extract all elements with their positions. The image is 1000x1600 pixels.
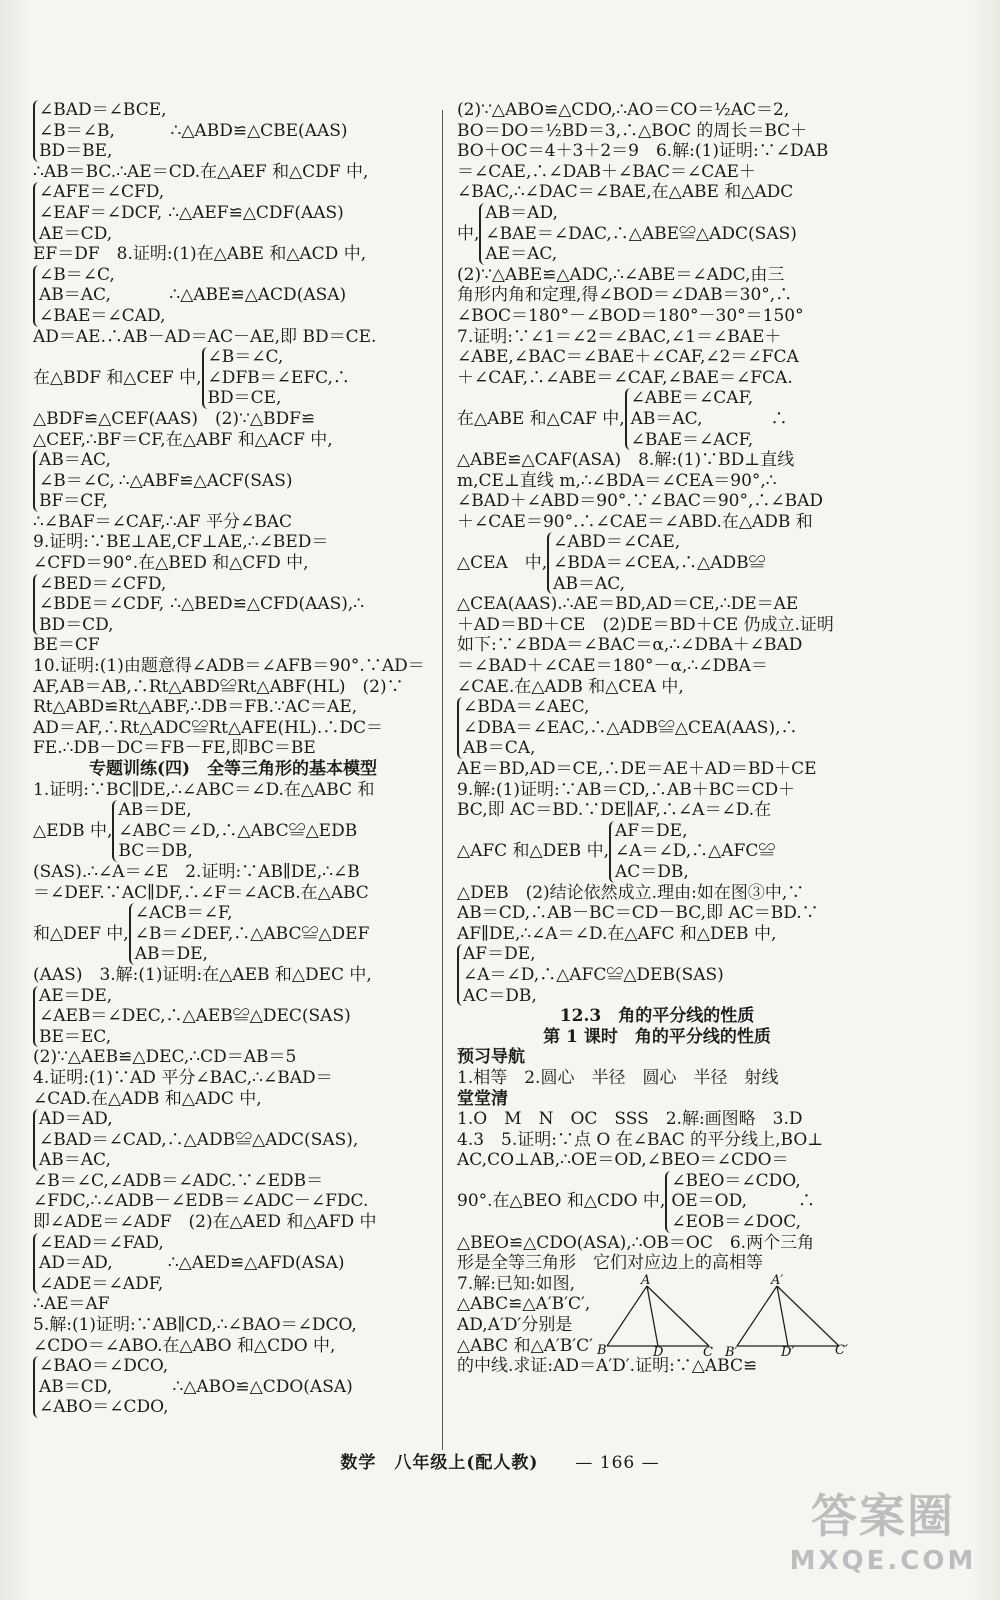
brace	[33, 265, 165, 327]
condition: AB＝AD,	[485, 202, 558, 223]
brace	[609, 821, 775, 883]
text-line: BO＋OC＝4＋3＋2＝9 6.解:(1)证明:∵∠DAB	[457, 141, 829, 162]
condition: AD＝AD,	[39, 1253, 113, 1274]
left-column	[33, 100, 433, 1418]
condition: ∠AEB＝∠DEC,∴△AEB≌△DEC(SAS)	[39, 1006, 351, 1027]
text-line: BC,即 AC＝BD.∵DE∥AF,∴∠A＝∠D.在	[457, 800, 772, 821]
condition: AC＝DB,	[463, 985, 537, 1006]
text-line: (2)∵△ABE≌△ADC,∴∠ABE＝∠ADC,由三	[457, 264, 785, 285]
text-line: ∠CAD.在△ADB 和△ADC 中,	[33, 1088, 262, 1109]
text-line: AB＝CD,∴AB－BC＝CD－BC,即 AC＝BD.∵	[457, 903, 819, 924]
equation-system	[457, 697, 857, 759]
brace	[33, 986, 351, 1048]
equation-system	[457, 532, 857, 594]
text-line: △CEF,∴BF＝CF,在△ABF 和△ACF 中,	[33, 429, 333, 450]
vertex-label: B′	[725, 1344, 738, 1356]
text-line: BE＝CF	[33, 635, 100, 656]
watermark	[788, 1480, 978, 1590]
conclusion: ∴△AEF≌△CDF(AAS)	[168, 202, 344, 223]
brace	[457, 944, 724, 1006]
brace	[33, 450, 115, 512]
equation-system	[457, 388, 857, 450]
text-line: 如下:∵∠BDA＝∠BAC＝α,∴∠DBA＋∠BAD	[457, 635, 803, 656]
text-line: 10.证明:(1)由题意得∠ADB＝∠AFB＝90°.∵AD＝	[33, 656, 425, 677]
text-line: ＋∠CAE＝90°.∴∠CAE＝∠ABD.在△ADB 和	[457, 511, 813, 532]
brace	[33, 1233, 164, 1295]
brace	[129, 903, 370, 965]
condition: ∠A＝∠D,∴△AFC≌	[614, 841, 776, 862]
text-line: △BDF≌△CEF(AAS) (2)∵△BDF≌	[33, 408, 316, 429]
brace	[33, 574, 166, 636]
condition: ∠BED＝∠CFD,	[39, 573, 167, 594]
text-line: △ABC 和△A′B′C′	[457, 1335, 593, 1356]
condition: ∠ACB＝∠F,	[134, 903, 233, 924]
vertex-label: B	[597, 1342, 607, 1356]
condition: ∠B＝∠C,	[39, 264, 115, 285]
premise: 90°.在△BEO 和△CDO 中,	[457, 1191, 666, 1212]
condition: ∠BDE＝∠CDF,	[39, 594, 165, 615]
text-line: △CEA(AAS).∴AE＝BD,AD＝CE,∴DE＝AE	[457, 594, 799, 615]
text-line: (SAS).∴∠A＝∠E 2.证明:∵AB∥DE,∴∠B	[33, 861, 360, 882]
premise: △AFC 和△DEB 中,	[457, 841, 609, 862]
text-line: ∴AE＝AF	[33, 1294, 110, 1315]
brace	[33, 1356, 169, 1418]
conclusion: ∴△AED≌△AFD(ASA)	[167, 1253, 345, 1274]
condition: BC＝DB,	[118, 841, 193, 862]
text-line: ∠FDC,∴∠ADB－∠EDB＝∠ADC－∠FDC.	[33, 1191, 369, 1212]
condition: AB＝CD,	[39, 1376, 113, 1397]
condition: AB＝AC,	[553, 573, 626, 594]
equation-system	[457, 1171, 857, 1233]
text-line: 5.解:(1)证明:∵AB∥CD,∴∠BAO＝∠DCO,	[33, 1315, 357, 1336]
condition: ∠DBA＝∠EAC,∴△ADB≌△CEA(AAS),∴	[463, 717, 798, 738]
section-heading: 专题训练(四) 全等三角形的基本模型	[88, 759, 378, 779]
premise: 中,	[457, 223, 480, 244]
equation-system	[457, 203, 857, 265]
conclusion: ∴△ABO≌△CDO(ASA)	[172, 1376, 353, 1397]
figure-block	[457, 1274, 857, 1356]
condition: ∠B＝∠DEF,∴△ABC≌△DEF	[134, 923, 370, 944]
condition: ∠ABO＝∠CDO,	[39, 1397, 169, 1418]
text-line: ∴AB＝BC.∴AE＝CD.在△AEF 和△CDF 中,	[33, 161, 369, 182]
text-line: 7.解:已知:如图,	[457, 1273, 576, 1294]
footer-title: 数学 八年级上(配人教)	[340, 1453, 539, 1473]
condition: ∠BDA＝∠AEC,	[463, 697, 590, 718]
text-line: △ABE≌△CAF(ASA) 8.解:(1)∵BD⊥直线	[457, 450, 795, 471]
premise: 和△DEF 中,	[33, 923, 129, 944]
text-line: AD＝AF,∴Rt△ADC≌Rt△AFE(HL).∴DC＝	[33, 717, 383, 738]
text-line: ∠B＝∠C,∠ADB＝∠ADC.∵∠EDB＝	[33, 1170, 324, 1191]
text-line: AF,AB＝AB,∴Rt△ABD≌Rt△ABF(HL) (2)∵	[33, 676, 404, 697]
text-line: 角形内角和定理,得∠BOD＝∠DAB＝30°,∴	[457, 285, 793, 306]
condition: ∠AFE＝∠CFD,	[39, 182, 165, 203]
condition: AB＝AC,	[39, 450, 111, 471]
text-line: 9.解:(1)证明:∵AB＝CD,∴AB＋BC＝CD＋	[457, 779, 796, 800]
text-line: (AAS) 3.解:(1)证明:在△AEB 和△DEC 中,	[33, 964, 372, 985]
condition: ∠BAE＝∠DAC,∴△ABE≌△ADC(SAS)	[485, 223, 797, 244]
equation-system	[33, 1109, 433, 1171]
vertex-label: C	[703, 1344, 713, 1356]
equation-system	[33, 182, 433, 244]
vertex-label: A′	[771, 1273, 784, 1288]
premise: 在△ABE 和△CAF 中,	[457, 408, 625, 429]
text-line: AD＝AE.∴AB－AD＝AC－AE,即 BD＝CE.	[33, 326, 377, 347]
text-line: ∠CDO＝∠ABO.在△ABO 和△CDO 中,	[33, 1335, 336, 1356]
text-line: ＋AD＝BD＋CE (2)DE＝BD＋CE 仍成立.证明	[457, 614, 834, 635]
condition: ∠EAD＝∠FAD,	[39, 1232, 164, 1253]
vertex-label: D	[653, 1344, 664, 1356]
equation-system	[33, 986, 433, 1048]
text-line: 1.O M N OC SSS 2.解:画图略 3.D	[457, 1109, 803, 1130]
condition: ∠DFB＝∠EFC,∴	[207, 367, 350, 388]
subsection-heading: 堂堂清	[457, 1088, 508, 1109]
condition: ∠EOB＝∠DOC,	[671, 1212, 802, 1233]
condition: ∠ABC＝∠D,∴△ABC≌△EDB	[118, 820, 358, 841]
condition: AB＝AC, ∴	[630, 408, 788, 429]
brace	[547, 532, 765, 594]
text-line: ∠BAC,∴∠DAC＝∠BAE,在△ABE 和△ADC	[457, 182, 794, 203]
condition: AF＝DE,	[463, 944, 536, 965]
text-line: ＝∠DEF.∵AC∥DF,∴∠F＝∠ACB.在△ABC	[33, 882, 369, 903]
figure-caption-text	[457, 1274, 597, 1356]
equation-system	[457, 821, 857, 883]
condition: ∠B＝∠C,	[207, 347, 284, 368]
equation-system	[33, 1233, 433, 1295]
condition: AB＝AC,	[39, 1150, 111, 1171]
text-line: ∠CFD＝90°.在△BED 和△CFD 中,	[33, 553, 309, 574]
condition: AB＝CA,	[463, 738, 536, 759]
column-divider	[442, 110, 443, 1450]
text-line: ∠BOC＝180°－∠BOD＝180°－30°＝150°	[457, 305, 804, 326]
premise: 在△BDF 和△CEF 中,	[33, 367, 202, 388]
condition: AE＝AC,	[485, 244, 558, 265]
equation-system	[457, 944, 857, 1006]
text-line: ∠ABE,∠BAC＝∠BAE＋∠CAF,∠2＝∠FCA	[457, 347, 799, 368]
page-number: — 166 —	[575, 1453, 660, 1473]
text-line: (2)∵△AEB≌△DEC,∴CD＝AB＝5	[33, 1047, 297, 1068]
condition: ∠ADE＝∠ADF,	[39, 1273, 164, 1294]
text-line: EF＝DF 8.证明:(1)在△ABE 和△ACD 中,	[33, 244, 367, 265]
text-line: Rt△ABD≌Rt△ABF,∴DB＝FB.∵AC＝AE,	[33, 697, 358, 718]
brace	[33, 1109, 358, 1171]
text-line: m,CE⊥直线 m,∴∠BDA＝∠CEA＝90°,∴	[457, 470, 777, 491]
text-line: 7.证明:∵∠1＝∠2＝∠BAC,∠1＝∠BAE＋	[457, 326, 782, 347]
condition: AE＝CD,	[39, 223, 113, 244]
condition: ∠BAE＝∠ACF,	[630, 429, 754, 450]
conclusion: ∴△ABE≌△ACD(ASA)	[169, 285, 347, 306]
text-line: ＋∠CAF,∴∠ABE＝∠CAF,∠BAE＝∠FCA.	[457, 367, 793, 388]
text-line: △BEO≌△CDO(ASA),∴OB＝OC 6.两个三角	[457, 1232, 815, 1253]
condition: BD＝CE,	[207, 388, 282, 409]
brace	[457, 697, 798, 759]
condition: OE＝OD, ∴	[671, 1191, 816, 1212]
condition: ∠BDA＝∠CEA,∴△ADB≌	[553, 553, 766, 574]
equation-system	[33, 800, 433, 862]
text-line: (2)∵△ABO≌△CDO,∴AO＝CO＝½AC＝2,	[457, 100, 790, 120]
condition: ∠EAF＝∠DCF,	[39, 202, 163, 223]
triangle-figure	[597, 1274, 857, 1356]
text-line: AD,A′D′分别是	[457, 1315, 573, 1336]
text-line: 即∠ADE＝∠ADF (2)在△AED 和△AFD 中	[33, 1212, 377, 1233]
page-footer	[0, 1448, 1000, 1473]
text-line: ∴∠BAF＝∠CAF,∴AF 平分∠BAC	[33, 511, 293, 532]
condition: ∠BAO＝∠DCO,	[39, 1356, 169, 1377]
brace	[202, 347, 350, 409]
condition: ∠BAD＝∠BCE,	[39, 100, 167, 120]
section-heading: 12.3 角的平分线的性质	[559, 1006, 755, 1027]
vertex-label: C′	[835, 1342, 848, 1356]
text-line: ＝∠BAD＋∠CAE＝180°－α,∴∠DBA＝	[457, 656, 768, 677]
vertex-label: D′	[781, 1344, 795, 1356]
condition: ∠ABE＝∠CAF,	[630, 388, 754, 409]
text-line: 4.3 5.证明:∵点 O 在∠BAC 的平分线上,BO⊥	[457, 1129, 824, 1150]
text-line: BO＝DO＝½BD＝3,∴△BOC 的周长＝BC＋	[457, 120, 808, 141]
conclusion: ∴△BED≌△CFD(AAS),∴	[170, 594, 365, 615]
text-line: ∠BAD＋∠ABD＝90°.∵∠BAC＝90°,∴∠BAD	[457, 491, 824, 512]
brace	[665, 1171, 815, 1233]
condition: ∠B＝∠B,	[39, 120, 115, 141]
text-line: △DEB (2)结论依然成立.理由:如在图③中,∵	[457, 882, 805, 903]
watermark-url: MXQE.COM	[789, 1546, 977, 1576]
lesson-heading: 第 1 课时 角的平分线的性质	[543, 1026, 771, 1047]
condition: AC＝DB,	[614, 861, 689, 882]
condition: AF＝DE,	[614, 820, 688, 841]
equation-system	[33, 574, 433, 636]
condition: AB＝DE,	[134, 944, 208, 965]
condition: AB＝AC,	[39, 285, 111, 306]
equation-system	[33, 450, 433, 512]
condition: AE＝DE,	[39, 985, 113, 1006]
text-line: △ABC≌△A′B′C′,	[457, 1294, 591, 1315]
watermark-logo-text: 答案圈	[811, 1489, 955, 1543]
brace	[33, 100, 167, 162]
text-line: 9.证明:∵BE⊥AE,CF⊥AE,∴∠BED＝	[33, 532, 329, 553]
condition: ∠BAE＝∠CAD,	[39, 305, 166, 326]
vertex-label: A	[641, 1273, 651, 1288]
text-line: ∠CAE.在△ADB 和△CEA 中,	[457, 676, 684, 697]
equation-system	[33, 347, 433, 409]
premise: △CEA 中,	[457, 553, 548, 574]
text-line: 形是全等三角形 它们对应边上的高相等	[457, 1253, 763, 1274]
premise: △EDB 中,	[33, 820, 113, 841]
subsection-heading: 预习导航	[457, 1047, 525, 1068]
conclusion: ∴△ABD≌△CBE(AAS)	[170, 120, 348, 141]
equation-system	[33, 903, 433, 965]
text-line: 4.证明:(1)∵AD 平分∠BAC,∴∠BAD＝	[33, 1067, 333, 1088]
equation-system	[33, 100, 433, 162]
text-line: AF∥DE,∴∠A＝∠D.在△AFC 和△DEB 中,	[457, 923, 777, 944]
text-line: 1.相等 2.圆心 半径 圆心 半径 射线	[457, 1067, 779, 1088]
condition: AD＝AD,	[39, 1109, 113, 1130]
right-column	[457, 100, 857, 1377]
text-line: FE.∴DB－DC＝FB－FE,即BC＝BE	[33, 738, 316, 759]
text-line: 1.证明:∵BC∥DE,∴∠ABC＝∠D.在△ABC 和	[33, 779, 375, 800]
condition: BE＝EC,	[39, 1026, 112, 1047]
text-line: AC,CO⊥AB,∴OE＝OD,∠BEO＝∠CDO＝	[457, 1150, 789, 1171]
condition: ∠B＝∠C,	[39, 470, 115, 491]
brace	[479, 203, 796, 265]
condition: ∠A＝∠D,∴△AFC≌△DEB(SAS)	[463, 964, 724, 985]
text-line: ＝∠CAE,∴∠DAB＋∠BAC＝∠CAE＋	[457, 161, 756, 182]
brace	[112, 800, 357, 862]
condition: ∠ABD＝∠CAE,	[553, 532, 681, 553]
condition: ∠BEO＝∠CDO,	[671, 1170, 801, 1191]
text-line: 的中线.求证:AD＝A′D′.证明:∵△ABC≌	[457, 1356, 758, 1377]
brace	[33, 182, 164, 244]
equation-system	[33, 1356, 433, 1418]
condition: BF＝CF,	[39, 491, 108, 512]
text-line: AE＝BD,AD＝CE,∴DE＝AE＋AD＝BD＋CE	[457, 759, 817, 779]
equation-system	[33, 265, 433, 327]
condition: AB＝DE,	[118, 800, 192, 821]
condition: BD＝BE,	[39, 141, 113, 162]
brace	[625, 388, 788, 450]
condition: ∠BAD＝∠CAD,∴△ADB≌△ADC(SAS),	[39, 1129, 359, 1150]
condition: BD＝CD,	[39, 614, 114, 635]
conclusion: ∴△ABF≌△ACF(SAS)	[118, 470, 293, 491]
